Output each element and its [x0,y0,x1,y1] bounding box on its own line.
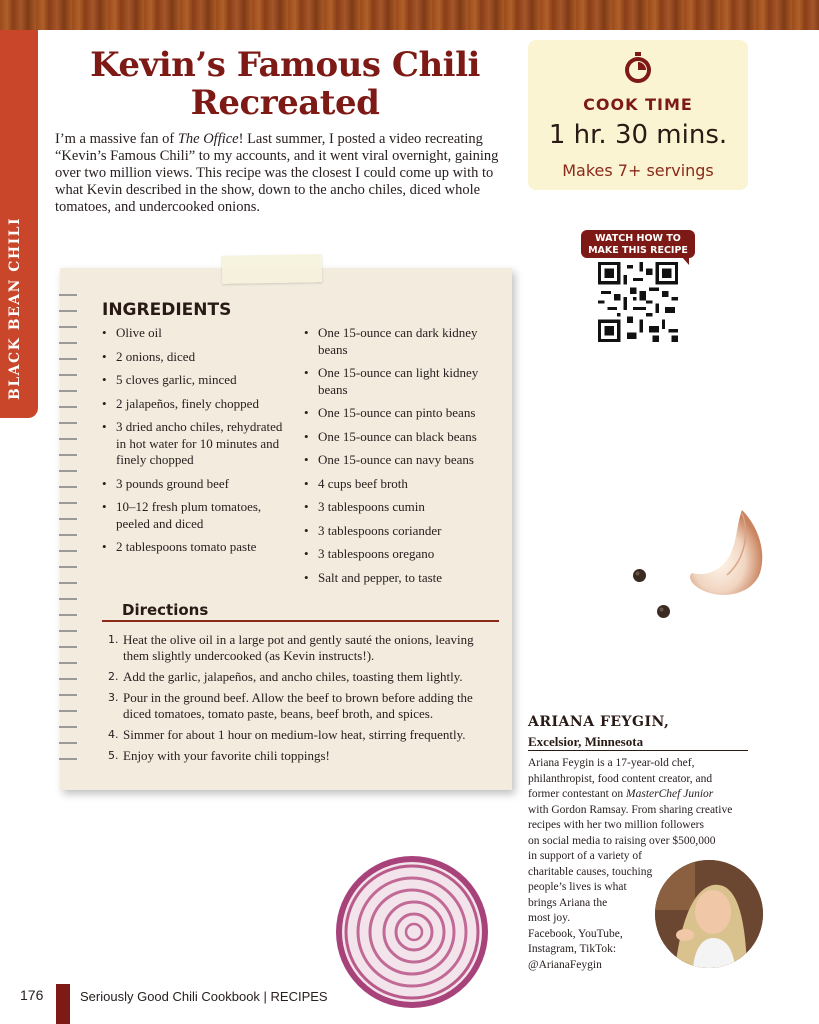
qr-callout-line1: WATCH HOW TO [595,233,681,244]
bio-line: charitable causes, touching [528,865,653,878]
notebook-spiral [57,290,83,780]
ingredient-item: • 2 onions, diced [102,349,292,366]
peppercorn-image [656,604,671,619]
author-photo [655,860,763,968]
directions-heading: Directions [122,601,209,619]
ingredient-item: • One 15-ounce can black beans [304,429,504,446]
ingredient-item: • 3 tablespoons coriander [304,523,504,540]
author-name: ARIANA FEYGIN, [528,714,670,730]
bio-line: Ariana Feygin is a 17-year-old chef, [528,757,695,769]
wood-header-banner [0,0,819,30]
step-number: 2. [108,670,119,683]
bio-line: Facebook, YouTube, [528,927,623,940]
step-number: 3. [108,691,119,704]
recipe-title-line1: Kevin’s Famous Chili [90,45,480,85]
ingredient-item: • Salt and pepper, to taste [304,570,504,587]
peppercorn-image [632,568,647,583]
ingredient-item: • 10–12 fresh plum tomatoes, peeled and diced [102,499,292,532]
ingredient-item: • 3 tablespoons cumin [304,499,504,516]
directions-list [108,632,493,769]
direction-step [108,690,493,722]
footer-bar [56,984,70,1024]
step-number: 5. [108,749,119,762]
cook-time-box [528,40,748,190]
step-text: Simmer for about 1 hour on medium-low heat, stirring frequently. [123,727,466,742]
bio-line: with Gordon Ramsay. From sharing creative [528,803,733,816]
bio-line: recipes with her two million followers [528,819,704,831]
ingredient-item: • 3 tablespoons oregano [304,546,504,563]
intro-part2: ! Last summer, I posted a video recreating “Kevin’s Famous Chili” to my accounts, and it went viral overnight, gaining over two million views. This recipe was the closest I could come up with to what Kevin described in the show, down to the ancho chiles, diced whole tomatoes, and undercooked onions. [55,131,499,215]
direction-step [108,669,493,685]
garlic-clove-image [682,505,772,605]
ingredient-item: • One 15-ounce can light kidney beans [304,365,504,398]
directions-divider [102,620,499,622]
ingredient-item: • 4 cups beef broth [304,476,504,493]
step-number: 1. [108,633,119,646]
ingredient-item: • 5 cloves garlic, minced [102,372,292,389]
recipe-title-line2: Recreated [190,83,380,123]
qr-callout [581,230,695,258]
intro-paragraph [55,131,515,216]
ingredient-item: • 2 tablespoons tomato paste [102,539,292,556]
cook-time-value: 1 hr. 30 mins. [548,120,728,150]
direction-step [108,727,493,743]
section-tab-label: BLACK BEAN CHILI [7,216,23,400]
ingredient-item: • Olive oil [102,325,292,342]
ingredients-list-left [102,325,292,563]
bio-line: people’s lives is what [528,881,627,893]
direction-step [108,632,493,664]
step-number: 4. [108,728,119,741]
bio-line: in support of a variety of [528,850,643,862]
page-number: 176 [20,987,44,1003]
bio-line: brings Ariana the [528,896,608,909]
author-location: Excelsior, Minnesota [528,734,644,749]
bio-line: most joy. [528,912,571,924]
qr-callout-line2: MAKE THIS RECIPE [588,245,688,256]
ingredients-list-right [304,325,504,593]
bio-line: Instagram, TikTok: [528,943,617,955]
ingredient-item: • 3 dried ancho chiles, rehydrated in hot water for 10 minutes and finely chopped [102,419,292,469]
ingredient-item: • One 15-ounce can navy beans [304,452,504,469]
step-text: Pour in the ground beef. Allow the beef to brown before adding the diced tomatoes, tomato paste, beans, beef broth, and spices. [123,690,473,721]
ingredient-item: • One 15-ounce can dark kidney beans [304,325,504,358]
servings-text: Makes 7+ servings [562,161,714,180]
tape-strip [222,254,322,284]
step-text: Enjoy with your favorite chili toppings! [123,748,330,763]
intro-part1: I’m a massive fan of [55,131,178,147]
bio-line: on social media to raising over $500,000 [528,834,716,847]
cook-time-label: COOK TIME [583,95,693,114]
qr-code[interactable] [598,262,678,342]
direction-step [108,748,493,764]
ingredient-item: • 3 pounds ground beef [102,476,292,493]
bio-line: philanthropist, food content creator, and [528,772,713,785]
intro-show-name: The Office [177,131,239,147]
bio-line: former contestant on MasterChef Junior [528,788,714,800]
bio-line: @ArianaFeygin [528,958,602,971]
ingredient-item: • One 15-ounce can pinto beans [304,405,504,422]
footer-book-title: Seriously Good Chili Cookbook | RECIPES [80,989,328,1004]
red-onion-slice-image [332,852,492,1012]
ingredient-item: • 2 jalapeños, finely chopped [102,396,292,413]
step-text: Heat the olive oil in a large pot and gently sauté the onions, leaving them slightly undercooked (as Kevin instructs!). [123,632,474,663]
author-divider [528,750,748,751]
ingredients-heading: INGREDIENTS [102,300,232,320]
step-text: Add the garlic, jalapeños, and ancho chiles, toasting them lightly. [123,669,463,684]
timer-icon [623,52,653,84]
recipe-title [60,46,510,122]
